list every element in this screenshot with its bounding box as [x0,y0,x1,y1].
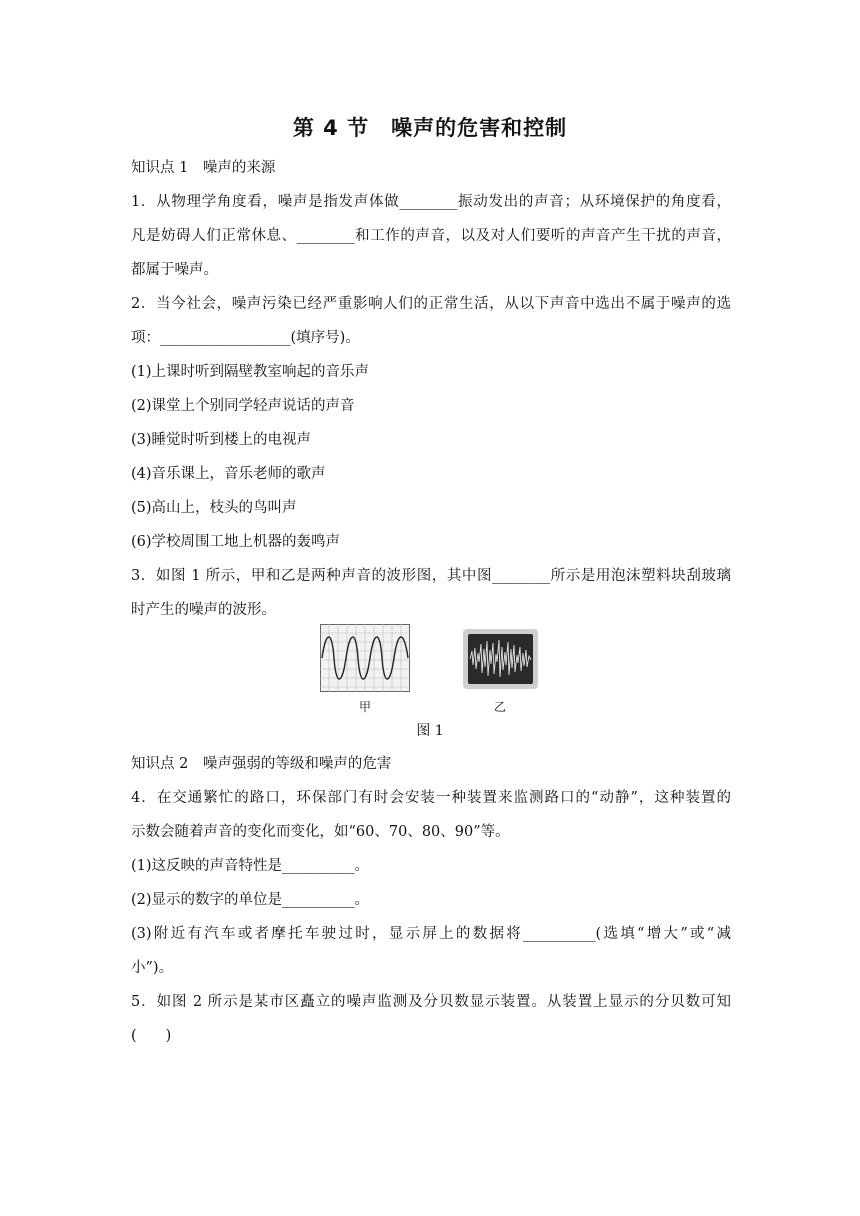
q2-option-5: (5)高山上，枝头的鸟叫声 [131,500,297,516]
q2-option-2: (2)课堂上个别同学轻声说话的声音 [131,398,355,414]
q5-answer-bracket: ( ) [131,1028,172,1044]
q3-line-1: 3．如图 1 所示，甲和乙是两种声音的波形图，其中图________所示是用泡沫塑料块刮玻璃 [131,568,731,584]
figure-1-caption: 图 1 [416,723,444,739]
q4-line-1: 4．在交通繁忙的路口，环保部门有时会安装一种装置来监测路口的“动静”，这种装置的 [131,790,731,806]
q3-line-2: 时产生的噪声的波形。 [131,602,276,618]
q4-sub-3-line-1: (3)附近有汽车或者摩托车驶过时，显示屏上的数据将__________(选填“增大”或“减 [131,926,731,942]
section-heading-1: 知识点 1 噪声的来源 [131,160,276,176]
figure-label-yi: 乙 [494,700,507,714]
q5-line-1: 5．如图 2 所示是某市区矗立的噪声监测及分贝数显示装置。从装置上显示的分贝数可知 [131,994,731,1010]
q2-option-4: (4)音乐课上，音乐老师的歌声 [131,466,326,482]
section-heading-2: 知识点 2 噪声强弱的等级和噪声的危害 [131,756,392,772]
q1-line-1: 1．从物理学角度看，噪声是指发声体做________振动发出的声音；从环境保护的角度看， [131,194,731,210]
q2-line-2: 项：__________________(填序号)。 [131,330,360,346]
q1-line-3: 都属于噪声。 [131,262,218,278]
waveform-yi-image [463,629,538,689]
q2-option-3: (3)睡觉时听到楼上的电视声 [131,432,312,448]
q4-sub-3-line-2: 小”)。 [131,960,174,976]
page-title: 第 4 节 噪声的危害和控制 [292,116,568,140]
figure-1 [320,624,538,714]
q4-line-2: 示数会随着声音的变化而变化，如“60、70、80、90”等。 [131,824,510,840]
waveform-jia-image [320,624,410,692]
q4-sub-2: (2)显示的数字的单位是__________。 [131,892,370,908]
figure-label-jia: 甲 [359,700,372,714]
q2-line-1: 2．当今社会，噪声污染已经严重影响人们的正常生活，从以下声音中选出不属于噪声的选 [131,296,731,312]
q1-line-2: 凡是妨碍人们正常休息、________和工作的声音，以及对人们要听的声音产生干扰的声音， [131,228,731,244]
q2-option-6: (6)学校周围工地上机器的轰鸣声 [131,534,341,550]
q2-option-1: (1)上课时听到隔壁教室响起的音乐声 [131,364,370,380]
q4-sub-1: (1)这反映的声音特性是__________。 [131,858,370,874]
